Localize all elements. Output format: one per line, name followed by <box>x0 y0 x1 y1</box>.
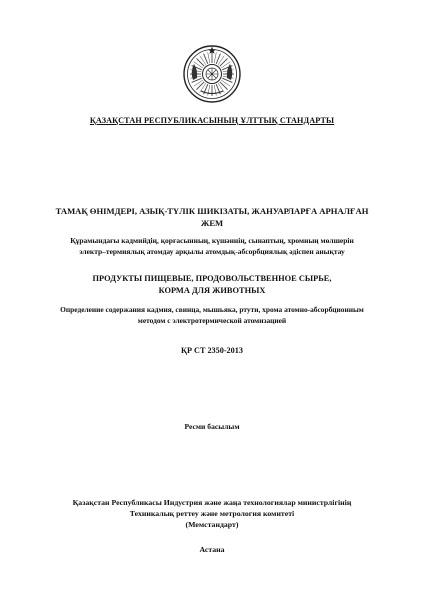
standard-number: ҚР СТ 2350-2013 <box>181 346 243 355</box>
issuing-authority: Қазақстан Республикасы Индустрия және жаңа технологиялар министрлігінің Техникалық реттеу және метрология комитеті (Мемстандарт) <box>72 498 352 529</box>
publication-city: Астана <box>199 545 225 554</box>
official-edition-label: Ресми басылым <box>184 422 240 431</box>
state-emblem-icon <box>182 44 242 104</box>
title-russian: ПРОДУКТЫ ПИЩЕВЫЕ, ПРОДОВОЛЬСТВЕННОЕ СЫРЬЕ, КОРМА ДЛЯ ЖИВОТНЫХ <box>92 274 332 295</box>
national-standard-header: ҚАЗАҚСТАН РЕСПУБЛИКАСЫНЫҢ ҰЛТТЫҚ СТАНДАРТЫ <box>89 116 335 125</box>
method-description-russian: Определение содержания кадмия, свинца, мышьяка, ртути, хрома атомно-абсорбционным методом с электротермической атомизацией <box>60 305 364 325</box>
method-description-kazakh: Құрамындағы кадмийдің, қорғасынның, күшәннің, сынаптың, хромның мөлшерін электр–термиялық атомдау арқылы атомдық-абсорбциялық әдіспен анықтау <box>70 236 354 256</box>
title-kazakh: ТАМАҚ ӨНІМДЕРІ, АЗЫҚ-ТҮЛІК ШИКІЗАТЫ, ЖАНУАРЛАРҒА АРНАЛҒАН ЖЕМ <box>55 206 369 228</box>
